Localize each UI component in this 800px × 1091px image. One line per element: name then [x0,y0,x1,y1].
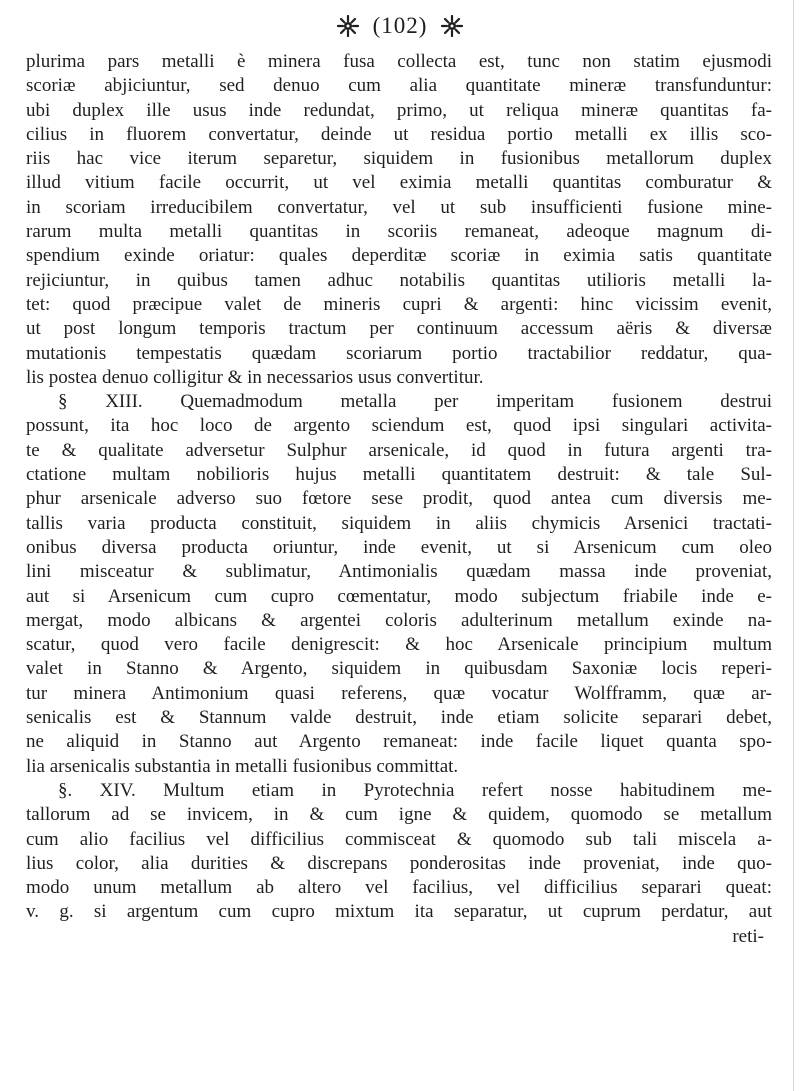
text-line: spendium exinde oriatur: quales deperditæ scoriæ in eximia satis quantitate [26,245,772,267]
catchword: reti- [732,925,764,947]
ornament-icon [337,15,359,37]
text-line: aut si Arsenicum cum cupro cœmentatur, modo subjectum friabile inde e- [26,585,772,607]
text-line: lis postea denuo colligitur & in necessarios usus convertitur. [26,366,484,388]
text-line: possunt, ita hoc loco de argento sciendum est, quod ipsi singulari activita- [26,415,772,437]
text-line: cilius in fluorem convertatur, deinde ut residua portio metalli ex illis sco- [26,123,772,145]
text-line: lini misceatur & sublimatur, Antimonialis quædam massa inde proveniat, [26,561,772,583]
text-line: ne aliquid in Stanno aut Argento remaneat: inde facile liquet quanta spo- [26,731,772,753]
text-line: lius color, alia durities & discrepans ponderositas inde proveniat, inde quo- [26,852,772,874]
text-line: mutationis tempestatis quædam scoriarum portio tractabilior reddatur, qua- [26,342,772,364]
text-line: scatur, quod vero facile denigrescit: & hoc Arsenicale principium multum [26,634,772,656]
text-line: illud vitium facile occurrit, ut vel eximia metalli quantitas comburatur & [26,172,772,194]
text-line: modo unum metallum ab altero vel facilius, vel difficilius separari queat: [26,877,772,899]
text-line: phur arsenicale adverso suo fœtore sese prodit, quod antea cum diversis me- [26,488,772,510]
page-number: (102) [372,13,428,38]
text-line: lia arsenicalis substantia in metalli fusionibus committat. [26,755,459,777]
text-line: riis hac vice iterum separetur, siquidem in fusionibus metallorum duplex [26,148,772,170]
page-header [0,8,800,44]
text-line: tallis varia producta constituit, siquidem in aliis chymicis Arsenici tractati- [26,512,772,534]
text-line: valet in Stanno & Argento, siquidem in quibusdam Saxoniæ locis reperi- [26,658,772,680]
text-line: rarum multa metalli quantitas in scoriis remaneat, adeoque magnum di- [26,221,772,243]
text-line: tur minera Antimonium quasi referens, quæ vocatur Wolfframm, quæ ar- [26,682,772,704]
text-line: cum alio facilius vel difficilius commisceat & quomodo sub tali miscela a- [26,828,772,850]
text-line: ut post longum temporis tractum per continuum accessum aëris & diversæ [26,318,772,340]
text-line: in scoriam irreducibilem convertatur, vel ut sub insufficienti fusione mine- [26,196,772,218]
text-line: tallorum ad se invicem, in & cum igne & quidem, quomodo se metallum [26,804,772,826]
text-line: v. g. si argentum cum cupro mixtum ita separatur, ut cuprum perdatur, aut [26,901,772,923]
text-line: scoriæ abjiciuntur, sed denuo cum alia quantitate mineræ transfunduntur: [26,75,772,97]
text-line: ctatione multam nobilioris hujus metalli quantitatem destruit: & tale Sul- [26,464,772,486]
text-line: onibus diversa producta oriuntur, inde evenit, ut si Arsenicum cum oleo [26,536,772,558]
ornament-icon [441,15,463,37]
text-line: senicalis est & Stannum valde destruit, inde etiam solicite separari debet, [26,707,772,729]
text-line: te & qualitate adversetur Sulphur arsenicale, id quod in futura argenti tra- [26,439,772,461]
text-line: ubi duplex ille usus inde redundat, primo, ut reliqua mineræ quantitas fa- [26,99,772,121]
text-line: rejiciuntur, in quibus tamen adhuc notabilis quantitas utilioris metalli la- [26,269,772,291]
text-line: mergat, modo albicans & argentei coloris adulterinum metallum exinde na- [26,609,772,631]
text-line: plurima pars metalli è minera fusa collecta est, tunc non statim ejusmodi [26,51,772,72]
body-text [26,50,772,949]
page-edge-line [793,0,794,1091]
section-heading-line: § XIII. Quemadmodum metalla per imperitam fusionem destrui [58,391,772,413]
section-heading-line: §. XIV. Multum etiam in Pyrotechnia refert nosse habitudinem me- [58,779,772,801]
text-line: tet: quod præcipue valet de mineris cupri & argenti: hinc vicissim evenit, [26,293,772,315]
